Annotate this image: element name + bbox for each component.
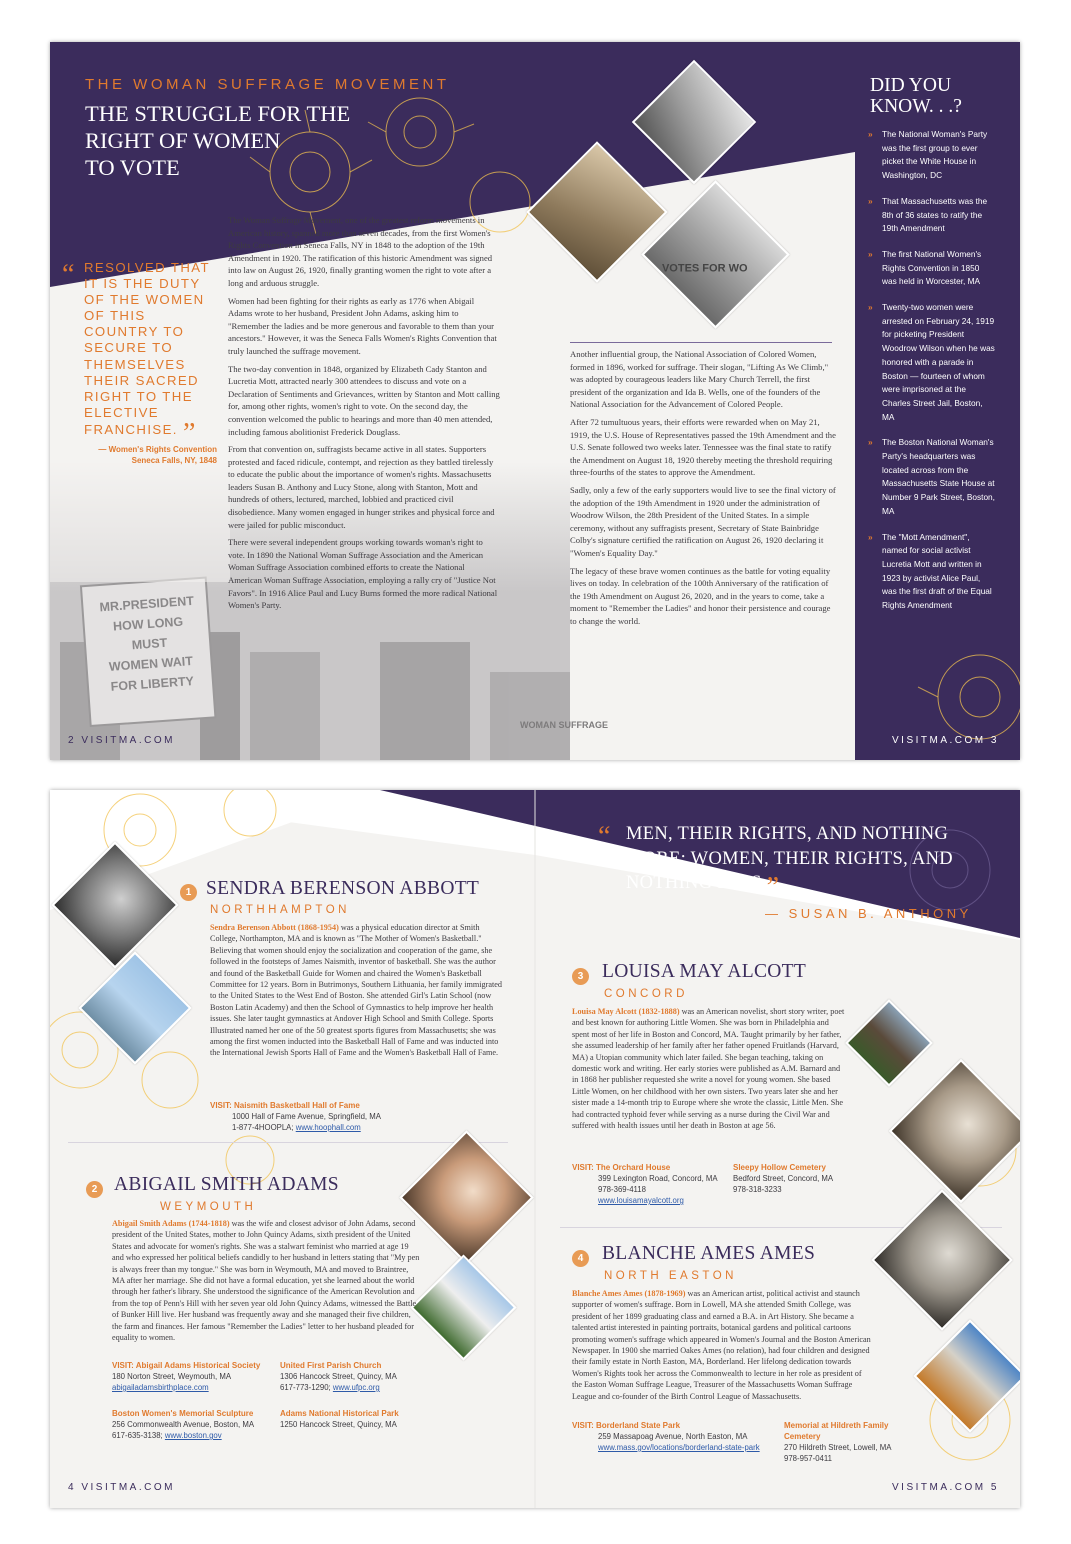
visit-address: 399 Lexington Road, Concord, MA (598, 1174, 718, 1183)
paragraph: The two-day convention in 1848, organized by Elizabeth Cady Stanton and Lucretia Mott, attracted nearly 300 attendees to discuss and vote on a Declaration of Sentiments and Grievances, written by Stanton and Mott calling for, among other rights, women's right to vote. On the second day, the convention welcomed the public to hearings and more than 40 men attended, including famous abolitionist Frederick Douglass. (228, 363, 500, 437)
number-badge-icon: 3 (572, 968, 589, 985)
did-you-know-list (868, 128, 996, 625)
spread-pages-4-5 (50, 790, 1020, 1508)
bio-text: was the wife and closest advisor of John Adams, second president of the United States, mother to John Quincy Adams, sixth president of the United States and advocate for women's rights. She was a stalwart feminist who married at age 19 and who expressed her political beliefs candidly to her husband in letters stating that "My pen is always freer than my tongue." She was born in Weymouth, MA and moved to Braintree, MA after her marriage. She did not have a formal education, yet she learned about the world through her father's library. She understood the significance of the American Revolution and from the top of Penn's Hill with her seven year old John Quincy Adams, witnessed the Battle of Bunker Hill live. Her husband was frequently away and she managed their five children, the farm and finances. Her famous "Remember the Ladies" letter to her husband pleaded for equality to women. (112, 1219, 420, 1343)
visit-label: VISIT: The Orchard House (572, 1163, 671, 1172)
visit-label: United First Parish Church (280, 1361, 382, 1370)
paragraph: Sadly, only a few of the early supporters would live to see the final victory of the adoption of the 19th Amendment in 1920 under the administration of Woodrow Wilson, the 28th President of the United States. In a simple ceremony, without any suffragists present, Secretary of State Bainbridge Colby's signature certified the ratification on August 26, 1920 declaring it "Women's Equality Day." (570, 484, 836, 558)
visit-info (280, 1360, 445, 1393)
quote-mark-icon: “ (598, 821, 611, 852)
paragraph: After 72 tumultuous years, their efforts were rewarded when on May 21, 1919, the U.S. House of Representatives passed the 19th Amendment and the U.S. Senate followed two weeks later. Tennessee was the final state to ratify the Amendment on August 18, 1920 thereby meeting the threshold requiring three-fourths of the states to approve the Amendment. (570, 416, 836, 478)
sign-line: FOR LIBERTY (110, 674, 195, 694)
visit-label: Adams National Historical Park (280, 1409, 399, 1418)
visit-info (112, 1408, 277, 1441)
attribution-line: — Women's Rights Convention (98, 445, 217, 455)
pull-quote-text: RESOLVED THAT IT IS THE DUTY OF THE WOMEN OF THIS COUNTRY TO SECURE TO THEMSELVES THEIR SACRED RIGHT TO THE ELECTIVE FRANCHISE. (84, 260, 210, 437)
page-number-right: VISITMA.COM 5 (892, 1482, 999, 1493)
person-name: SENDRA BERENSON ABBOTT (206, 878, 480, 899)
quote-line: MORE; WOMEN, THEIR RIGHTS, AND (626, 848, 953, 869)
headline-line: TO VOTE (85, 155, 180, 180)
page-number-left: 2 VISITMA.COM (68, 735, 175, 746)
person-bio (572, 1006, 847, 1131)
paragraph: Women had been fighting for their rights as early as 1776 when Abigail Adams wrote to her husband, President John Adams, asking him to "Remember the ladies and be more generous and favorable to them than your ancestors." However, it was the Seneca Falls Women's Rights Convention that truly launched the suffrage movement. (228, 295, 497, 356)
number-badge-icon: 4 (572, 1250, 589, 1267)
visit-label: Memorial at Hildreth Family Cemetery (784, 1421, 889, 1441)
visit-phone: 978-957-0411 (784, 1454, 832, 1463)
number-badge-icon: 1 (180, 884, 197, 901)
fact-item: » The National Woman's Party was the first group to ever picket the White House in Washington, DC (868, 128, 996, 183)
fact-item: » The "Mott Amendment", named for social activist Lucretia Mott and written in 1923 by activist Alice Paul, was the first draft of the Equal Rights Amendment (868, 531, 996, 613)
paragraph: Another influential group, the National Association of Colored Women, formed in 1896, worked for suffrage. Their slogan, "Lifting As We Climb," was adopted by courageous leaders like Mary Church Terrell, the first president of the organization and Ida B. Wells, one of the founders of the National Association for the Advancement of Colored People. (570, 349, 829, 410)
person-location: CONCORD (604, 988, 688, 1000)
featured-quote (598, 821, 998, 903)
person-name: LOUISA MAY ALCOTT (602, 961, 807, 982)
visit-info (733, 1162, 863, 1195)
visit-info (210, 1100, 381, 1133)
spread-pages-2-3 (50, 42, 1020, 760)
pull-quote-block (62, 260, 217, 466)
headline-line: RIGHT OF WOMEN (85, 128, 281, 153)
fact-item: » The Boston National Woman's Party's headquarters was located across from the Massachusetts State House at Number 9 Park Street, Boston, MA (868, 436, 996, 518)
article-column-1 (228, 214, 500, 617)
visit-info (112, 1360, 277, 1393)
visit-phone: 617-635-3138; (112, 1431, 165, 1440)
quote-line: MEN, THEIR RIGHTS, AND NOTHING (626, 824, 949, 844)
visit-link[interactable]: www.mass.gov/locations/borderland-state-park (598, 1443, 760, 1452)
visit-link[interactable]: www.louisamayalcott.org (598, 1196, 684, 1205)
visit-link[interactable]: abigailadamsbirthplace.com (112, 1383, 209, 1392)
title-line: KNOW. . .? (870, 96, 962, 117)
banner-text: WOMAN SUFFRAGE (520, 720, 608, 730)
paragraph: From that convention on, suffragists became active in all states. Supporters protested and faced ridicule, contempt, and rejection as they battled tirelessly to educate the public about the importance of women's rights. Massachusetts leaders Susan B. Anthony and Lucy Stone, along with Stanton, Mott and hundreds of others, lectured, marched, lobbied and practiced civil disobedience. Many women engaged in hunger strikes and physical force and were jailed for public misconduct. (228, 444, 495, 530)
protest-sign-text (89, 590, 211, 698)
did-you-know-title (870, 75, 962, 117)
visit-info (784, 1420, 914, 1464)
quote-line: NOTHING LESS (626, 873, 762, 893)
visit-label: Boston Women's Memorial Sculpture (112, 1409, 254, 1418)
visit-address: 256 Commonwealth Avenue, Boston, MA (112, 1420, 255, 1429)
fact-item: » Twenty-two women were arrested on February 24, 1919 for picketing President Woodrow Wilson when he was honored with a parade in Boston — fourteen of whom were imprisoned at the Charles Street Jail, Boston, MA (868, 301, 996, 424)
person-location: WEYMOUTH (160, 1201, 257, 1213)
paragraph: The legacy of these brave women continues as the battle for voting equality lives on today. In celebration of the 100th Anniversary of the ratification of the 19th Amendment on August 26, 2020, and in the years to come, take a moment to "Remember the Ladies" and honor their persistence and courage to change the world. (570, 565, 831, 626)
visit-address: 180 Norton Street, Weymouth, MA (112, 1372, 232, 1381)
number-badge-icon: 2 (86, 1181, 103, 1198)
bio-lead: Sendra Berenson Abbott (1868-1954) (210, 923, 339, 932)
headline-line: THE STRUGGLE FOR THE (85, 101, 351, 126)
quote-attribution: — SUSAN B. ANTHONY (765, 906, 972, 921)
visit-address: 1250 Hancock Street, Quincy, MA (280, 1420, 397, 1429)
visit-phone: 1-877-4HOOPLA; (232, 1123, 296, 1132)
quote-mark-icon: ” (766, 872, 780, 903)
attribution-line: Seneca Falls, NY, 1848 (131, 456, 217, 466)
visit-link[interactable]: www.hoophall.com (295, 1123, 361, 1132)
visit-info (280, 1408, 445, 1430)
column-divider (570, 342, 832, 343)
visit-phone: 617-773-1290; (280, 1383, 333, 1392)
person-bio (210, 922, 502, 1059)
visit-label: VISIT: Borderland State Park (572, 1421, 681, 1430)
bio-text: was a physical education director at Smith College, Northampton, MA and is known as "The Mother of Women's Basketball." Believing that women should enjoy the socialization and cooperation of the game, she followed in the footsteps of James Naismith, inventor of basketball. She was the author and found of the Basketball Guide for Women and chaired the Women's Basketball Committee for 12 years. Born in Butrimonys, Southern Lithuania, her family immigrated to the United States to the West End of Boston. She attended Girl's Latin School (now Boston Latin Academy) and then the School of Gymnastics to help improve her health issues. She later taught gymnastics at Andover High School and Smith College. Sports Illustrated named her one of the 50 greatest sports figures from Massachusetts; she was among the first women inducted into the Basketball Hall of Fame and was inducted into the International Jewish Sports Hall of Fame and the Women's Basketball Hall of Fame. (210, 923, 502, 1058)
visit-label: VISIT: Naismith Basketball Hall of Fame (210, 1101, 360, 1110)
person-bio (112, 1218, 422, 1343)
sign-line: HOW LONG (112, 614, 184, 634)
person-name: ABIGAIL SMITH ADAMS (114, 1174, 339, 1195)
visit-address: 270 Hildreth Street, Lowell, MA (784, 1443, 892, 1452)
page-number-left: 4 VISITMA.COM (68, 1482, 175, 1493)
quote-mark-icon: ” (182, 417, 197, 449)
visit-label: Sleepy Hollow Cemetery (733, 1163, 826, 1172)
fact-item: » The first National Women's Rights Convention in 1850 was held in Worcester, MA (868, 248, 996, 289)
visit-info (572, 1162, 737, 1206)
paragraph: There were several independent groups working towards woman's right to vote. In 1890 the National Woman Suffrage Association and the American Woman Suffrage Association combined efforts to create the National American Woman Suffrage Association, employing a rally cry of "Justice Not Favors". In 1916 Alice Paul and Lucy Burns formed the more radical National Women's Party. (228, 537, 498, 611)
visit-info (572, 1420, 782, 1453)
visit-label: VISIT: Abigail Adams Historical Society (112, 1361, 261, 1370)
visit-address: Bedford Street, Concord, MA (733, 1174, 834, 1183)
person-location: NORTH EASTON (604, 1270, 737, 1282)
person-location: NORTHHAMPTON (210, 904, 350, 916)
visit-address: 1000 Hall of Fame Avenue, Springfield, MA (232, 1112, 381, 1121)
visit-address: 1306 Hancock Street, Quincy, MA (280, 1372, 397, 1381)
page-number-right: VISITMA.COM 3 (892, 735, 999, 746)
sign-line: WOMEN WAIT (108, 654, 194, 674)
sign-line: MUST (131, 635, 168, 653)
bio-lead: Abigail Smith Adams (1744-1818) (112, 1219, 230, 1228)
votes-sign-text: VOTES FOR WO (661, 262, 748, 275)
visit-address: 259 Massapoag Avenue, North Easton, MA (598, 1432, 748, 1441)
section-divider (68, 1142, 508, 1143)
visit-phone: 978-318-3233 (733, 1185, 782, 1194)
person-bio (572, 1288, 872, 1402)
person-name: BLANCHE AMES AMES (602, 1243, 816, 1264)
visit-link[interactable]: www.boston.gov (164, 1431, 222, 1440)
visit-link[interactable]: www.ufpc.org (332, 1383, 380, 1392)
visit-phone: 978-369-4118 (598, 1185, 646, 1194)
bio-text: was an American artist, political activist and staunch supporter of women's suffrage. Born in Lowell, MA she attended Smith College, was president of her 1899 graduating class and earned a B.A. in Art History. She became a talented artist interested in painting portraits, botanical gardens and political cartoons promoting women's suffrage which appeared in Women's Journal and the Boston American Newspaper. In 1900 she married Oakes Ames (no relation), had four children and designed their family estate in North Easton, MA, Borderland. Her lifelong dedication towards Women's Rights took her across the Commonwealth to lecture in her role as president of the Easton Woman Suffrage League, Treasurer of the Massachusetts Woman Suffrage League and co-founder of the Birth Control League of Massachusetts. (572, 1289, 871, 1401)
spread2-background (50, 790, 1020, 1508)
bio-lead: Louisa May Alcott (1832-1888) (572, 1007, 680, 1016)
title-line: DID YOU (870, 75, 952, 96)
sign-line: MR.PRESIDENT (99, 593, 195, 615)
article-column-2 (570, 348, 838, 632)
pull-quote (62, 259, 217, 449)
quote-mark-icon: “ (62, 259, 76, 290)
page-headline (85, 100, 350, 181)
paragraph: The Woman Suffrage Movement, one of the greatest reform movements in American history, spanned more than seven decades, from the first Women's Rights Convention in Seneca Falls, NY in 1848 to the adoption of the 19th Amendment in 1920. The ratification of this historic Amendment was signed into law on August 26, 1920, finally granting women the right to vote after a long and arduous struggle. (228, 215, 493, 288)
fact-item: » That Massachusetts was the 8th of 36 states to ratify the 19th Amendment (868, 195, 996, 236)
bio-lead: Blanche Ames Ames (1878-1969) (572, 1289, 686, 1298)
bio-text: was an American novelist, short story writer, poet and best known for authoring Little Women. She was born in Philadelphia and spent most of her life in Boston and Concord, MA. Taught primarily by her father, she assumed leadership of her family after her father opened Fruitlands (Harvard, MA) a Utopian community which later failed. She began teaching, taking on domestic work and writing. Her early stories were published as A.M. Barnard and in 1868 her publisher requested she write a novel for young women. She based Little Women, on her childhood with her own sisters. Two years later she and her sister made a 14-month trip to Europe where she wrote the classic, Little Men. She had contracted typhoid fever while serving as a nurse during the Civil War and suffered with health issues until her death in Boston at age 56. (572, 1007, 845, 1131)
section-kicker: THE WOMAN SUFFRAGE MOVEMENT (85, 76, 450, 93)
